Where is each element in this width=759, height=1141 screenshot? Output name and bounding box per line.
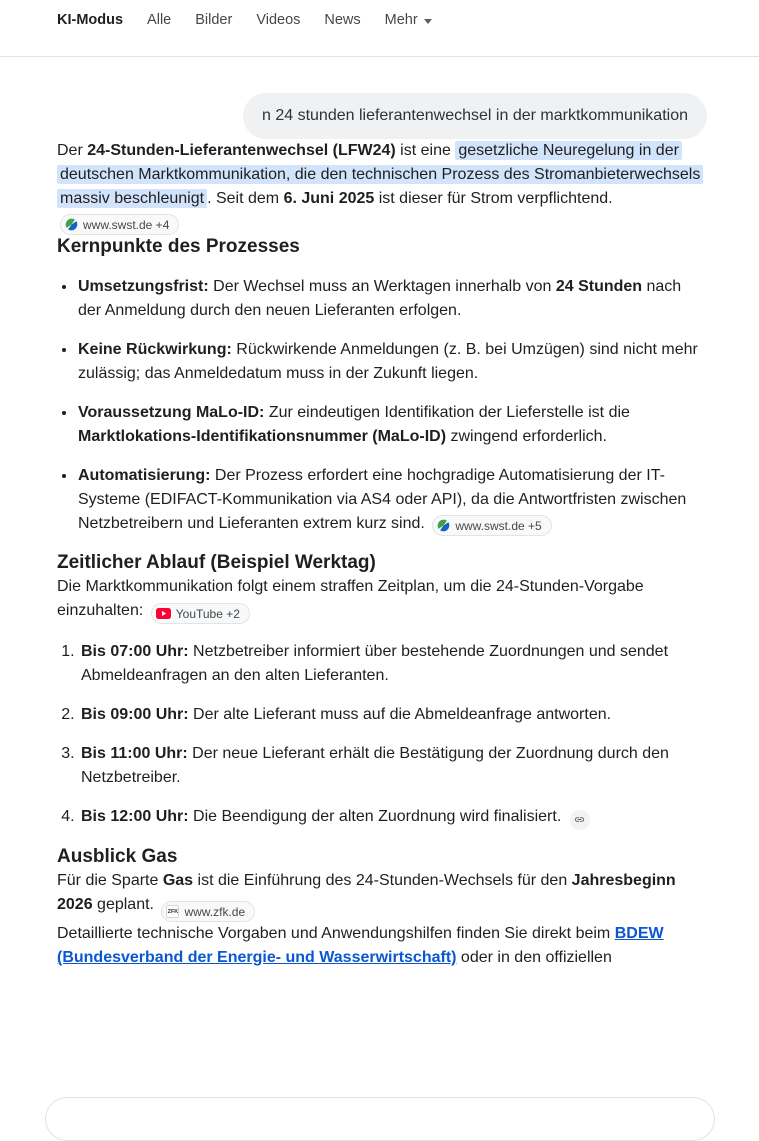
zeitlicher-intro-paragraph [57,575,707,624]
swst-favicon-icon [65,218,78,231]
step-lead: Bis 09:00 Uhr: [81,706,189,723]
chevron-down-icon [424,19,432,24]
source-chip-swst[interactable] [60,214,179,235]
kernpunkte-list [57,275,707,536]
tab-ki-modus[interactable]: KI-Modus [57,12,124,28]
text-segment: Der alte Lieferant muss auf die Abmeldeanfrage antworten. [188,706,612,723]
zfk-logo-icon: ZFK [166,905,179,918]
list-item [77,338,707,386]
text-segment: . Seit dem [207,190,284,207]
list-item [77,464,707,536]
tab-mehr-label: Mehr [384,12,418,28]
bullet-lead: Umsetzungsfrist: [78,278,209,295]
query-row [57,93,707,139]
zeitplan-steps-list [57,640,707,830]
list-item [79,703,707,727]
tab-mehr[interactable] [385,12,432,28]
user-query-bubble[interactable]: n 24 stunden lieferantenwechsel in der marktkommunikation [243,93,707,139]
text-segment: ist dieser für Strom verpflichtend. [374,190,613,207]
youtube-play-icon [156,608,171,619]
step-lead: Bis 12:00 Uhr: [81,808,189,825]
source-chip-swst[interactable] [432,515,551,536]
text-segment: Für die Sparte [57,871,163,889]
ai-answer-panel [57,93,707,970]
cited-highlight[interactable]: gesetzliche Neuregelung in der deutschen Marktkommunikation, die den technischen Prozess des Stromanbieterwechsels massiv beschleunigt [57,141,703,208]
text-segment: Der Prozess erfordert eine hochgradige Automatisierung der IT-Systeme (EDIFACT-Kommunikation via AS4 oder API), da die Antwortfristen zwischen Netzbetreibern und Lieferanten extrem kurz sind. [78,467,687,532]
text-segment: ist die Einführung des 24-Stunden-Wechsels für den [193,871,572,889]
section-title-ausblick-gas: Ausblick Gas [57,845,178,867]
text-segment: geplant. [92,895,154,913]
tab-bilder[interactable]: Bilder [195,12,233,28]
intro-paragraph [57,139,707,235]
citation-link-button[interactable] [570,810,590,830]
bold-term: 6. Juni 2025 [283,190,375,207]
source-chip-youtube[interactable] [151,603,250,624]
text-segment: Der Wechsel muss an Werktagen innerhalb von [208,278,556,295]
source-chip-zfk[interactable] [161,901,255,922]
text-segment: nach der Anmeldung durch den neuen Lieferanten erfolgen. [78,278,682,319]
text-segment: Die Beendigung der alten Zuordnung wird finalisiert. [188,808,562,825]
bold-term: Gas [162,871,194,889]
footer-paragraph [57,922,707,970]
text-segment: Der neue Lieferant erhält die Bestätigung der Zuordnung durch den Netzbetreiber. [81,745,669,786]
section-title-zeitlicher-ablauf: Zeitlicher Ablauf (Beispiel Werktag) [57,552,376,573]
tab-alle[interactable]: Alle [147,12,172,28]
text-segment: oder in den offiziellen [456,949,612,966]
bold-term: 24 Stunden [555,278,643,295]
source-chip-label: YouTube +2 [175,606,240,621]
step-lead: Bis 11:00 Uhr: [81,745,188,762]
list-item [79,640,707,688]
tab-news[interactable]: News [324,12,361,28]
list-item [79,805,707,830]
text-segment: zwingend erforderlich. [446,428,607,445]
link-icon [574,814,585,825]
source-chip-label: www.swst.de +4 [83,217,170,232]
bullet-lead: Automatisierung: [78,467,211,484]
list-item [77,275,707,323]
text-segment: Die Marktkommunikation folgt einem straffen Zeitplan, um die 24-Stunden-Vorgabe einzuhalten: [57,578,644,619]
list-item [77,401,707,449]
bullet-lead: Voraussetzung MaLo-ID: [78,404,265,421]
bold-term: Marktlokations-Identifikationsnummer (MaLo-ID) [78,428,447,445]
list-item [79,742,707,790]
bdew-link[interactable]: BDEW (Bundesverband der Energie- und Wasserwirtschaft) [57,925,664,966]
step-lead: Bis 07:00 Uhr: [81,643,189,660]
tab-videos[interactable]: Videos [256,12,301,28]
text-segment: Zur eindeutigen Identifikation der Lieferstelle ist die [264,404,630,421]
text-segment: Detaillierte technische Vorgaben und Anwendungshilfen finden Sie direkt beim [57,925,615,942]
text-segment: Netzbetreiber informiert über bestehende Zuordnungen und sendet Abmeldeanfragen an den alten Lieferanten. [81,643,669,684]
text-segment: ist eine [395,142,456,159]
source-chip-label: www.swst.de +5 [455,518,542,533]
swst-favicon-icon [437,519,450,532]
bullet-lead: Keine Rückwirkung: [78,341,232,358]
text-segment: Rückwirkende Anmeldungen (z. B. bei Umzügen) sind nicht mehr zulässig; das Anmeldedatum muss in der Zukunft liegen. [78,341,698,382]
bold-term: 24-Stunden-Lieferantenwechsel (LFW24) [87,142,396,159]
source-chip-label: www.zfk.de [184,904,246,919]
bold-term: Jahresbeginn 2026 [57,871,676,913]
text-segment: Der [57,142,88,159]
results-nav [0,0,759,57]
followup-input-bar[interactable] [45,1097,715,1141]
section-title-kernpunkte: Kernpunkte des Prozesses [57,236,300,257]
ausblick-paragraph [57,869,707,923]
